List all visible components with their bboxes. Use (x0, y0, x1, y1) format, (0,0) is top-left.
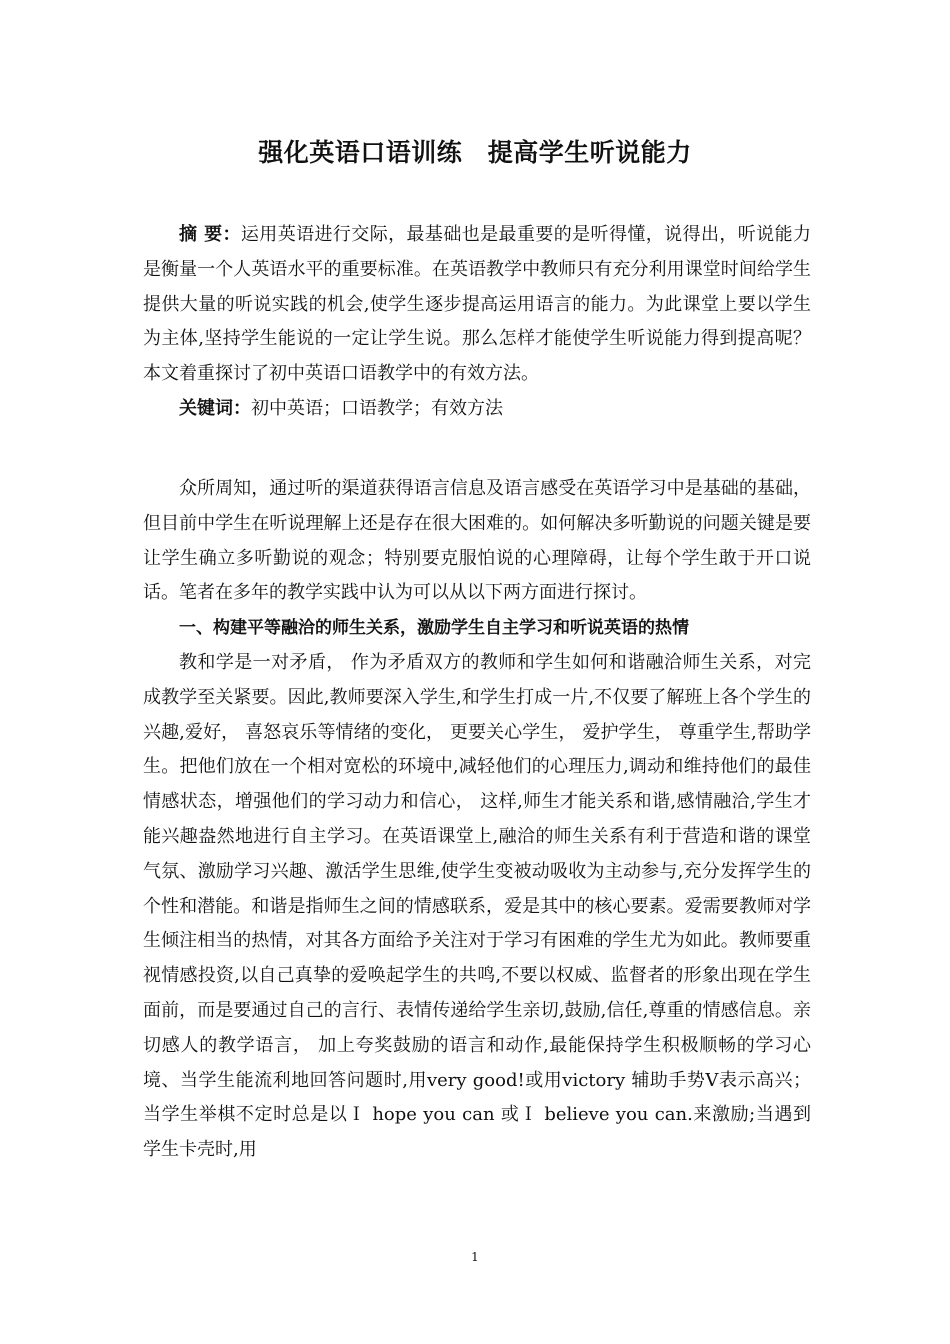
keywords-text: 初中英语；口语教学；有效方法 (251, 397, 503, 419)
section-paragraph: 教和学是一对矛盾， 作为矛盾双方的教师和学生如何和谐融洽师生关系，对完成教学至关紧要。因此,教师要深入学生,和学生打成一片,不仅要了解班上各个学生的兴趣,爱好， 喜怒哀乐等情绪的变化， 更要关心学生， 爱护学生， 尊重学生,帮助学生。把他们放在一个相对宽松的环境中,减轻他们的心理压力,调动和维持他们的最佳情感状态，增强他们的学习动力和信心， 这样,师生才能关系和谐,感情融洽,学生才能兴趣盎然地进行自主学习。在英语课堂上,融洽的师生关系有利于营造和谐的课堂气氛、激励学习兴趣、激活学生思维,使学生变被动吸收为主动参与,充分发挥学生的个性和潜能。和谐是指师生之间的情感联系，爱是其中的核心要素。爱需要教师对学生倾注相当的热情，对其各方面给予关注对于学习有困难的学生尤为如此。教师要重视情感投资,以自己真挚的爱唤起学生的共鸣,不要以权威、监督者的形象出现在学生面前，而是要通过自己的言行、表情传递给学生亲切,鼓励,信任,尊重的情感信息。亲切感人的教学语言， 加上夸奖鼓励的语言和动作,最能保持学生积极顺畅的学习心境、当学生能流利地回答问题时,用very good!或用victory 辅助手势Ⅴ表示高兴；当学生举棋不定时总是以Ｉ hope you can 或Ｉ believe you can.来激励;当遇到学生卡壳时,用 (143, 651, 811, 1161)
page-number: 1 (471, 1250, 479, 1264)
abstract-text: 运用英语进行交际，最基础也是最重要的是听得懂，说得出，听说能力是衡量一个人英语水平的重要标准。在英语教学中教师只有充分利用课堂时间给学生提供大量的听说实践的机会,使学生逐步提高运用语言的能力。为此课堂上要以学生为主体,坚持学生能说的一定让学生说。那么怎样才能使学生听说能力得到提高呢？本文着重探讨了初中英语口语教学中的有效方法。 (143, 224, 811, 385)
keywords-paragraph (143, 392, 811, 427)
keywords-label: 关键词： (179, 397, 251, 419)
main-body (143, 472, 811, 1168)
abstract-paragraph (143, 218, 811, 392)
document-title: 强化英语口语训练 提高学生听说能力 (258, 138, 692, 167)
intro-paragraph: 众所周知，通过听的渠道获得语言信息及语言感受在英语学习中是基础的基础，但目前中学生在听说理解上还是存在很大困难的。如何解决多听勤说的问题关键是要让学生确立多听勤说的观念；特别要克服怕说的心理障碍，让每个学生敢于开口说话。笔者在多年的教学实践中认为可以从以下两方面进行探讨。 (143, 478, 811, 604)
section-heading: 一、构建平等融洽的师生关系，激励学生自主学习和听说英语的热情 (179, 618, 689, 639)
abstract-section (143, 218, 811, 427)
abstract-label: 摘 要： (179, 224, 241, 245)
